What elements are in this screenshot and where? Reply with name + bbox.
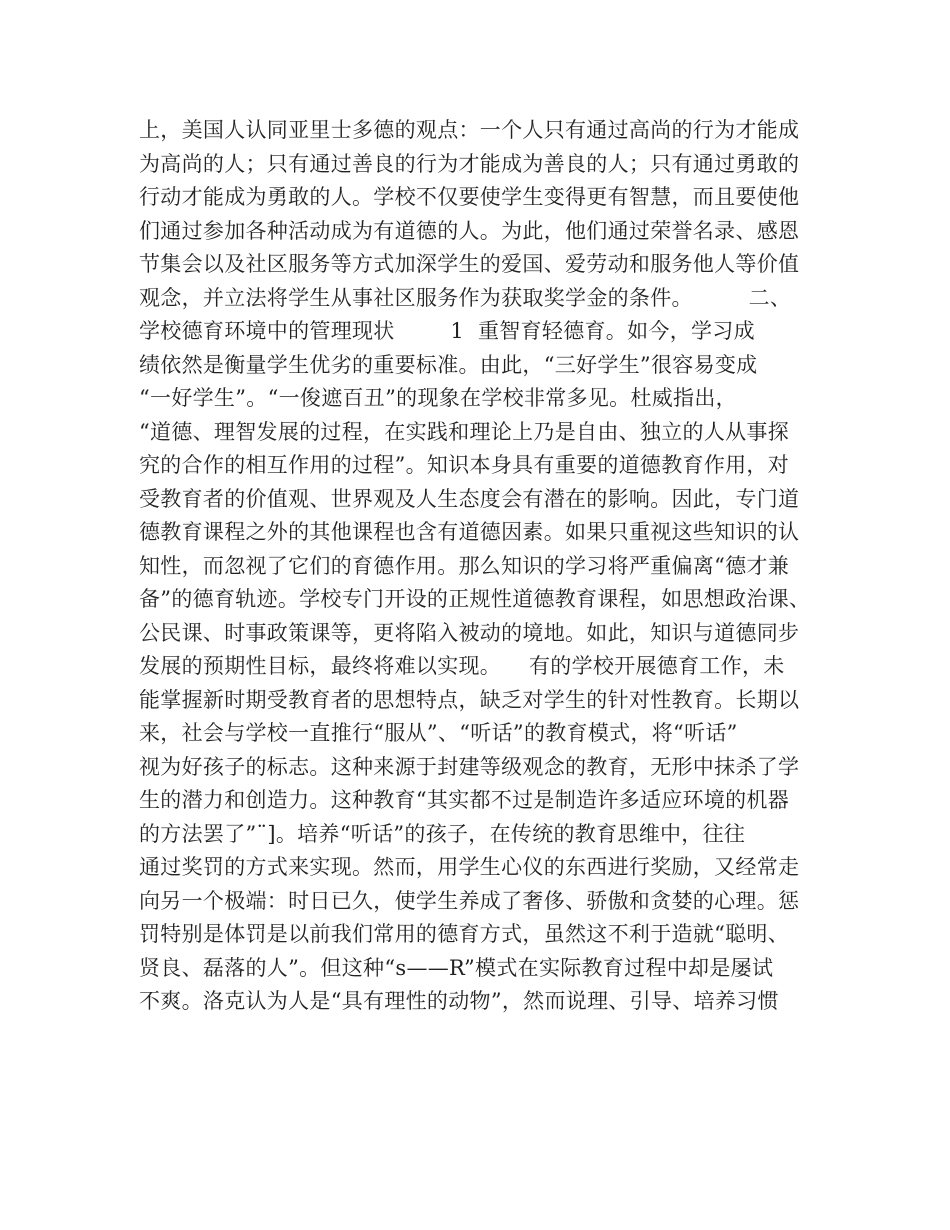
text-line: 究的合作的相互作用的过程”。知识本身具有重要的道德教育作用，对	[139, 453, 790, 477]
text-line: 生的潜力和创造力。这种教育“其实都不过是制造许多适应环境的机器	[139, 788, 790, 812]
text-line: 的方法罢了”¨]。培养“听话”的孩子，在传统的教育思维中，往往	[139, 821, 746, 846]
text-line: 视为好孩子的标志。这种来源于封建等级观念的教育，无形中抹杀了学	[139, 754, 800, 779]
text-line: 上，美国人认同亚里士多德的观点：一个人只有通过高尚的行为才能成	[139, 118, 800, 142]
text-line: 通过奖罚的方式来实现。然而，用学生心仪的东西进行奖励，又经常走	[139, 855, 800, 879]
text-line: 发展的预期性目标，最终将难以实现。 有的学校开展德育工作，未	[139, 654, 785, 678]
text-line: 罚特别是体罚是以前我们常用的德育方式，虽然这不利于造就“聪明、	[139, 922, 790, 946]
text-line: 观念，并立法将学生从事社区服务作为获取奖学金的条件。 二、	[139, 285, 792, 310]
text-line: 行动才能成为勇敢的人。学校不仅要使学生变得更有智慧，而且要使他	[139, 185, 800, 209]
text-line: 向另一个极端：时日已久，使学生养成了奢侈、骄傲和贪婪的心理。惩	[139, 888, 800, 913]
text-line: 们通过参加各种活动成为有道德的人。为此，他们通过荣誉名录、感恩	[139, 218, 800, 243]
text-line: “道德、理智发展的过程，在实践和理论上乃是自由、独立的人从事探	[139, 419, 790, 444]
text-line: 受教育者的价值观、世界观及人生态度会有潜在的影响。因此，专门道	[139, 486, 800, 511]
body-text	[139, 114, 839, 1019]
text-line: 节集会以及社区服务等方式加深学生的爱国、爱劳动和服务他人等价值	[139, 252, 800, 276]
text-line: 贤良、磊落的人”。但这种“s——R”模式在实际教育过程中却是屡试	[139, 955, 774, 980]
text-line: 备”的德育轨迹。学校专门开设的正规性道德教育课程，如思想政治课、	[139, 587, 811, 611]
text-line: 为高尚的人；只有通过善良的行为才能成为善良的人；只有通过勇敢的	[139, 151, 800, 176]
text-line: 能掌握新时期受教育者的思想特点，缺乏对学生的针对性教育。长期以	[139, 687, 800, 712]
text-line: 公民课、时事政策课等，更将陷入被动的境地。如此，知识与道德同步	[139, 620, 800, 645]
text-line: 学校德育环境中的管理现状 1 重智育轻德育。如今，学习成	[139, 319, 755, 343]
text-line: 不爽。洛克认为人是“具有理性的动物”，然而说理、引导、培养习惯	[139, 989, 779, 1013]
text-line: “一好学生”。“一俊遮百丑”的现象在学校非常多见。杜威指出，	[139, 386, 737, 410]
text-line: 来，社会与学校一直推行“服从”、“听话”的教育模式，将“听话”	[139, 721, 738, 745]
text-line: 知性，而忽视了它们的育德作用。那么知识的学习将严重偏离“德才兼	[139, 553, 790, 578]
text-line: 绩依然是衡量学生优劣的重要标准。由此，“三好学生”很容易变成	[139, 352, 758, 377]
text-line: 德教育课程之外的其他课程也含有道德因素。如果只重视这些知识的认	[139, 520, 800, 544]
